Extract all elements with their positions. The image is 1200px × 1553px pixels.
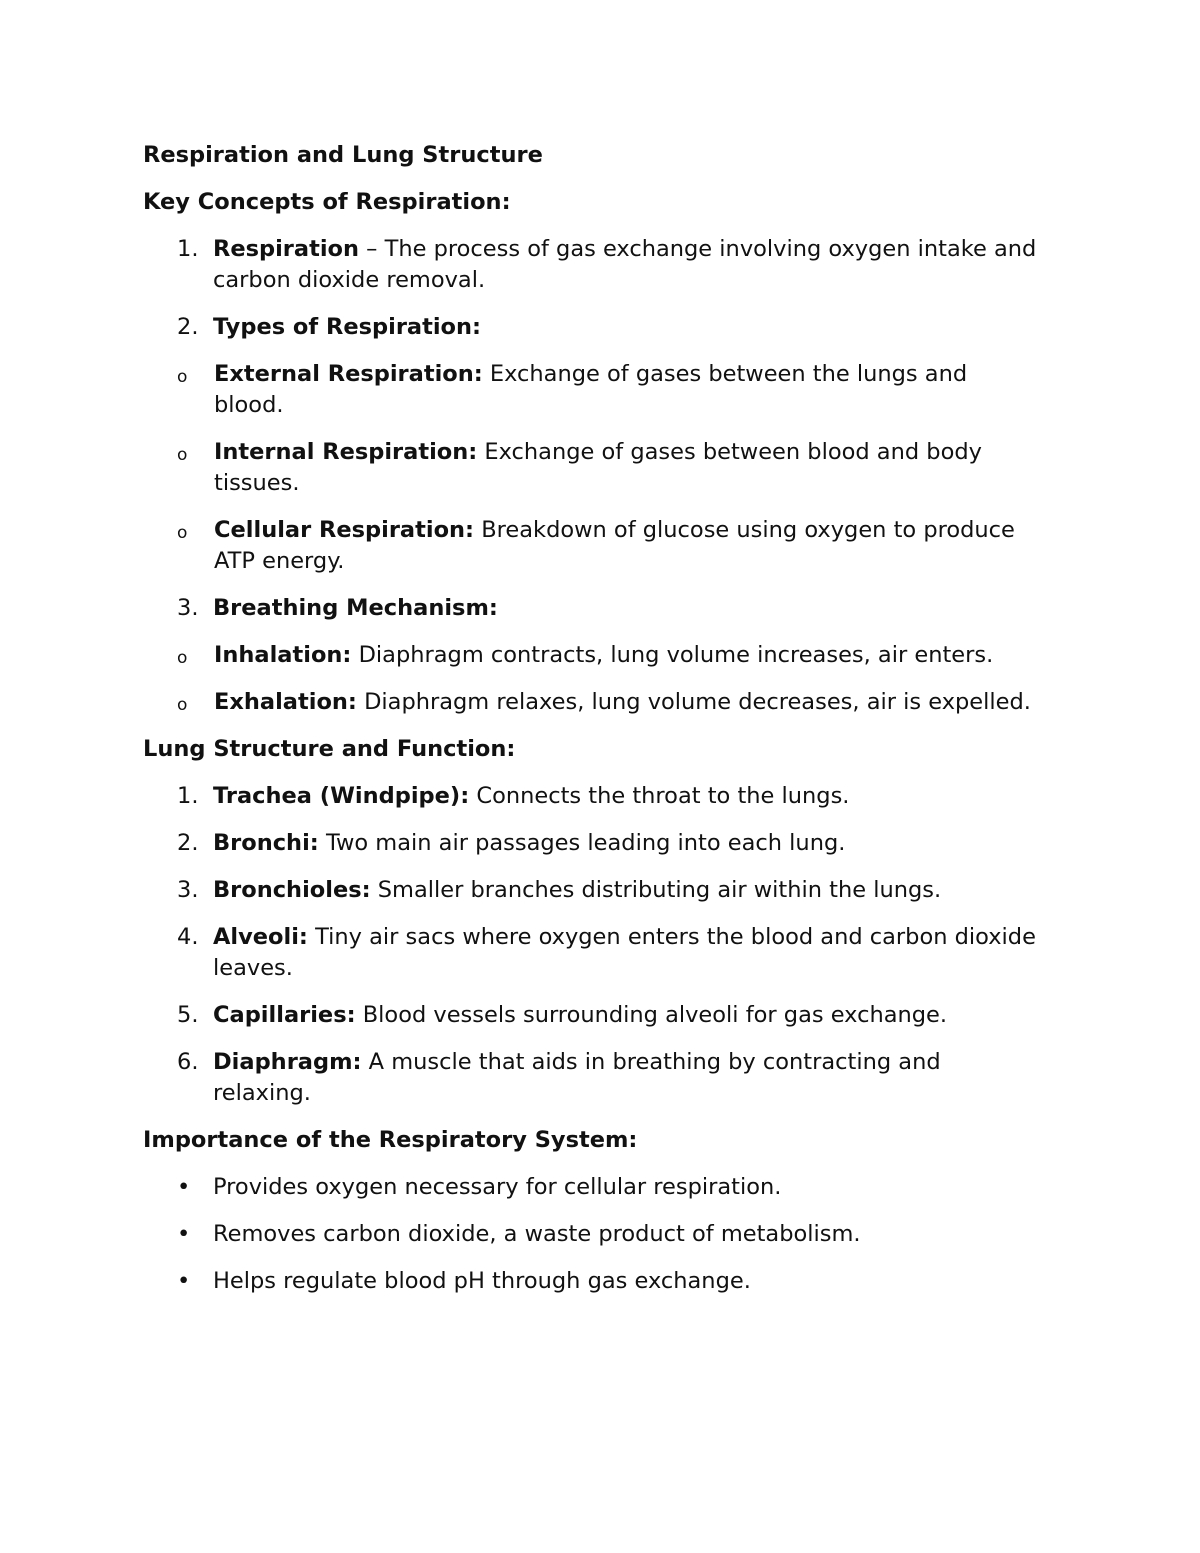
sub-bullet-marker: o	[177, 695, 188, 715]
section-heading-lung-structure: Lung Structure and Function:	[143, 736, 516, 762]
list-item	[143, 875, 1043, 906]
list-number: 1.	[177, 783, 199, 809]
term-label: Exhalation:	[214, 689, 357, 715]
bullet-item	[143, 1172, 1043, 1203]
sub-list-item	[143, 437, 1043, 499]
list-number: 5.	[177, 1002, 199, 1028]
term-description: Exchange of gases between blood and body tissues.	[214, 439, 982, 496]
list-item	[143, 922, 1043, 984]
sub-bullet-marker: o	[177, 523, 188, 543]
term-label: Internal Respiration:	[214, 439, 478, 465]
list-item	[143, 1047, 1043, 1109]
section-heading-importance: Importance of the Respiratory System:	[143, 1127, 638, 1153]
document-page	[143, 140, 1043, 1313]
list-number: 6.	[177, 1049, 199, 1075]
term-description: Breakdown of glucose using oxygen to produce ATP energy.	[214, 517, 1015, 574]
term-label: Capillaries:	[213, 1002, 356, 1028]
document-title: Respiration and Lung Structure	[143, 142, 543, 168]
list-number: 2.	[177, 314, 199, 340]
bullet-item	[143, 1266, 1043, 1297]
sub-list	[177, 359, 1043, 577]
term-description: Smaller branches distributing air within the lungs.	[370, 877, 942, 903]
term-description: – The process of gas exchange involving oxygen intake and carbon dioxide removal.	[213, 236, 1037, 293]
term-label: Bronchioles:	[213, 877, 371, 903]
term-description: Blood vessels surrounding alveoli for gas exchange.	[355, 1002, 948, 1028]
term-description: Two main air passages leading into each lung.	[318, 830, 846, 856]
key-concepts-list	[143, 234, 1043, 718]
bullet-text: Helps regulate blood pH through gas exchange.	[213, 1268, 751, 1294]
list-number: 3.	[177, 595, 199, 621]
bullet-marker: •	[177, 1174, 191, 1200]
bullet-text: Provides oxygen necessary for cellular respiration.	[213, 1174, 782, 1200]
sub-list-item	[143, 515, 1043, 577]
sub-list-item	[143, 640, 1043, 671]
list-number: 4.	[177, 924, 199, 950]
list-item	[143, 234, 1043, 296]
term-label: External Respiration:	[214, 361, 483, 387]
term-description: Tiny air sacs where oxygen enters the blood and carbon dioxide leaves.	[213, 924, 1036, 981]
term-label: Bronchi:	[213, 830, 319, 856]
list-number: 2.	[177, 830, 199, 856]
list-item	[143, 312, 1043, 577]
list-item	[143, 781, 1043, 812]
list-item	[143, 593, 1043, 718]
sub-bullet-marker: o	[177, 445, 188, 465]
list-item	[143, 828, 1043, 859]
term-label: Cellular Respiration:	[214, 517, 475, 543]
sub-list-item	[143, 359, 1043, 421]
importance-bullet-list	[143, 1172, 1043, 1297]
sub-bullet-marker: o	[177, 648, 188, 668]
list-number: 3.	[177, 877, 199, 903]
sub-bullet-marker: o	[177, 367, 188, 387]
term-description: Connects the throat to the lungs.	[469, 783, 850, 809]
term-label: Breathing Mechanism:	[213, 595, 498, 621]
term-label: Diaphragm:	[213, 1049, 362, 1075]
term-label: Types of Respiration:	[213, 314, 482, 340]
term-description: A muscle that aids in breathing by contracting and relaxing.	[213, 1049, 941, 1106]
term-label: Inhalation:	[214, 642, 352, 668]
sub-list	[177, 640, 1043, 718]
term-label: Trachea (Windpipe):	[213, 783, 470, 809]
bullet-item	[143, 1219, 1043, 1250]
section-heading-key-concepts: Key Concepts of Respiration:	[143, 189, 511, 215]
bullet-marker: •	[177, 1268, 191, 1294]
sub-list-item	[143, 687, 1043, 718]
term-description: Exchange of gases between the lungs and blood.	[214, 361, 968, 418]
bullet-text: Removes carbon dioxide, a waste product of metabolism.	[213, 1221, 861, 1247]
term-label: Respiration	[213, 236, 360, 262]
term-label: Alveoli:	[213, 924, 308, 950]
term-description: Diaphragm relaxes, lung volume decreases, air is expelled.	[356, 689, 1031, 715]
lung-structure-list	[143, 781, 1043, 1109]
list-number: 1.	[177, 236, 199, 262]
bullet-marker: •	[177, 1221, 191, 1247]
list-item	[143, 1000, 1043, 1031]
term-description: Diaphragm contracts, lung volume increases, air enters.	[351, 642, 994, 668]
